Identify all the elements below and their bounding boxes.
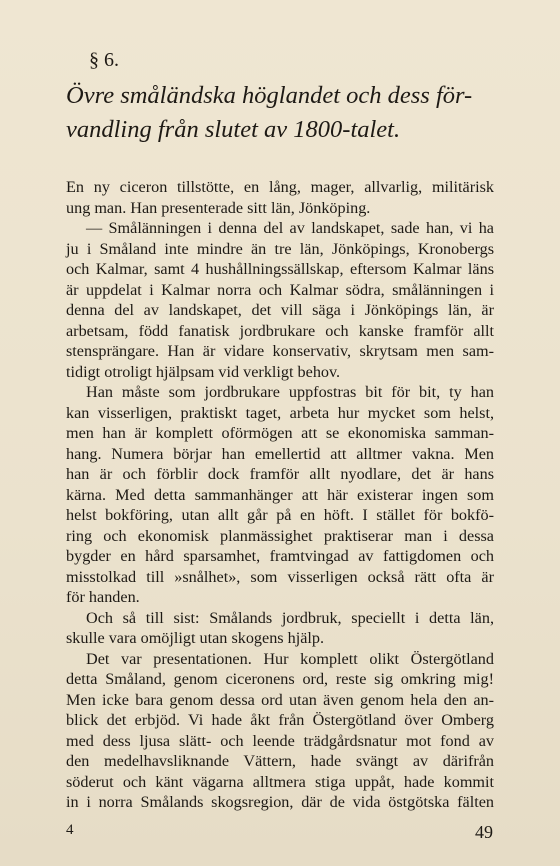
text-line: Och så till sist: Smålands jordbruk, speciellt i detta län, — [86, 608, 494, 627]
text-line: Han måste som jordbrukare uppfostras bit för bit, ty han — [86, 383, 494, 401]
text-line: tidigt otroligt hjälpsam vid verkligt behov. — [66, 362, 341, 381]
text-line: in i norra Smålands skogsregion, där de vida östgötska fälten — [66, 793, 494, 811]
heading-line: vandling från slutet av 1800-talet. — [66, 116, 401, 143]
text-line: men han är komplett oförmögen att se ekonomiska samman- — [66, 424, 494, 442]
text-line: arbetsam, född fanatisk jordbrukare och kanske framför allt — [66, 321, 494, 340]
text-line: bygder en hård sparsamhet, framtvingad av fattigdomen och — [66, 547, 494, 565]
section-number: § 6. — [89, 49, 119, 71]
text-line: detta Småland, genom ciceronens ord, reste sig omkring mig! — [66, 670, 494, 688]
chapter-heading — [66, 79, 506, 147]
text-line: för handen. — [66, 588, 140, 606]
text-line: ring och ekonomisk planmässighet praktiserar man i dessa — [66, 526, 494, 545]
text-line: En ny ciceron tillstötte, en lång, mager, allvarlig, militärisk — [66, 178, 494, 196]
text-line: — Smålänningen i denna del av landskapet, sade han, vi ha — [86, 219, 494, 237]
body-text — [66, 177, 494, 813]
text-line: och Kalmar, samt 4 hushållningssällskap, eftersom Kalmar läns — [66, 260, 494, 278]
text-line: stensprängare. Han är vidare konservativ, skrytsam men sam- — [66, 342, 494, 360]
text-line: kärna. Med detta sammanhänger att här existerar ingen som — [66, 485, 494, 504]
text-line: han är och förblir dock framför allt nyodlare, det är hans — [66, 465, 494, 483]
text-line: denna del av landskapet, det vill säga i Jönköpings län, är — [66, 301, 494, 319]
signature-mark: 4 — [66, 822, 74, 838]
text-line: helst bokföring, utan allt går på en höft. I stället för bokfö- — [66, 506, 494, 524]
text-line: Det var presentationen. Hur komplett olikt Östergötland — [86, 649, 494, 668]
paragraph — [66, 382, 494, 608]
text-line: blick det erbjöd. Vi hade åkt från Östergötland över Omberg — [66, 711, 494, 729]
text-line: är uppdelat i Kalmar norra och Kalmar södra, smålänningen i — [66, 280, 494, 299]
heading-line: Övre småländska höglandet och dess för- — [66, 82, 473, 109]
text-line: med dess ljusa slätt- och leende trädgårdsnatur mot fond av — [66, 731, 494, 750]
text-line: ju i Småland inte mindre än tre län, Jönköpings, Kronobergs — [66, 239, 494, 258]
text-line: ung man. Han presenterade sitt län, Jönköping. — [66, 198, 371, 217]
paragraph — [66, 218, 494, 382]
paragraph — [66, 649, 494, 813]
text-line: den medelhavsliknande Vättern, hade svängt av därifrån — [66, 752, 494, 770]
paragraph — [66, 608, 494, 649]
text-line: skulle vara omöjligt utan skogens hjälp. — [66, 629, 325, 647]
text-line: kan visserligen, praktiskt taget, arbeta hur mycket som helst, — [66, 403, 494, 422]
page-number: 49 — [475, 822, 493, 842]
text-line: hang. Numera börjar han emellertid att alltmer vakna. Men — [66, 444, 494, 463]
text-line: Men icke bara genom dessa ord utan även genom hela den an- — [66, 690, 494, 709]
text-line: söderut och känt vägarna alltmera stiga uppåt, hade kommit — [66, 772, 494, 791]
paragraph — [66, 177, 494, 218]
text-line: misstolkad till »snålhet», som visserligen också rätt ofta är — [66, 567, 494, 586]
